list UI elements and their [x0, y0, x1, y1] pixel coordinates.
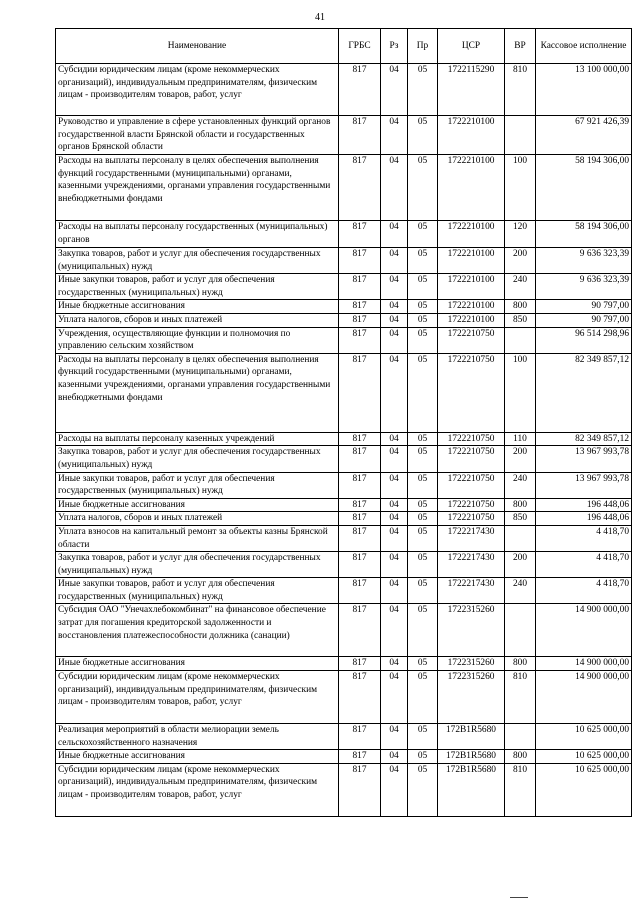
header-name: Наименование — [56, 29, 339, 64]
cell-name: Иные бюджетные ассигнования — [56, 750, 339, 764]
cell-rz: 04 — [381, 750, 408, 764]
cell-vr: 110 — [505, 432, 536, 446]
cell-rz: 04 — [381, 274, 408, 300]
cell-csr: 1722217430 — [438, 578, 505, 604]
table-row — [56, 604, 632, 657]
cell-grbs: 817 — [339, 472, 381, 498]
cell-amount: 96 514 298,96 — [536, 327, 632, 353]
cell-grbs: 817 — [339, 221, 381, 248]
cell-amount: 13 967 993,78 — [536, 472, 632, 498]
cell-pr: 05 — [408, 313, 438, 327]
table-row — [56, 327, 632, 353]
cell-vr: 810 — [505, 671, 536, 724]
cell-pr: 05 — [408, 248, 438, 274]
cell-grbs: 817 — [339, 116, 381, 155]
cell-rz: 04 — [381, 671, 408, 724]
cell-rz: 04 — [381, 313, 408, 327]
cell-csr: 1722315260 — [438, 604, 505, 657]
cell-name: Уплата налогов, сборов и иных платежей — [56, 512, 339, 526]
cell-rz: 04 — [381, 604, 408, 657]
cell-vr: 100 — [505, 155, 536, 221]
cell-csr: 172B1R5680 — [438, 763, 505, 816]
table-row — [56, 446, 632, 472]
cell-vr: 240 — [505, 274, 536, 300]
cell-amount: 4 418,70 — [536, 552, 632, 578]
cell-amount: 14 900 000,00 — [536, 671, 632, 724]
cell-pr: 05 — [408, 116, 438, 155]
header-amount: Кассовое исполнение — [536, 29, 632, 64]
cell-vr: 800 — [505, 498, 536, 512]
cell-name: Иные закупки товаров, работ и услуг для обеспечения государственных (муниципальных) нужд — [56, 578, 339, 604]
table-row — [56, 353, 632, 432]
cell-name: Закупка товаров, работ и услуг для обеспечения государственных (муниципальных) нужд — [56, 552, 339, 578]
cell-name: Иные бюджетные ассигнования — [56, 657, 339, 671]
cell-amount: 67 921 426,39 — [536, 116, 632, 155]
cell-grbs: 817 — [339, 248, 381, 274]
cell-amount: 196 448,06 — [536, 498, 632, 512]
header-csr: ЦСР — [438, 29, 505, 64]
header-grbs: ГРБС — [339, 29, 381, 64]
table-row — [56, 300, 632, 314]
cell-grbs: 817 — [339, 353, 381, 432]
cell-grbs: 817 — [339, 671, 381, 724]
cell-rz: 04 — [381, 248, 408, 274]
cell-csr: 1722210750 — [438, 498, 505, 512]
cell-grbs: 817 — [339, 578, 381, 604]
cell-csr: 1722210100 — [438, 155, 505, 221]
cell-name: Расходы на выплаты персоналу государственных (муниципальных) органов — [56, 221, 339, 248]
cell-amount: 4 418,70 — [536, 525, 632, 551]
cell-csr: 1722217430 — [438, 525, 505, 551]
cell-name: Субсидии юридическим лицам (кроме некоммерческих организаций), индивидуальным предпринимателям, физическим лицам - производителям товаров, работ, услуг — [56, 64, 339, 116]
table-header-row — [56, 29, 632, 64]
cell-name: Закупка товаров, работ и услуг для обеспечения государственных (муниципальных) нужд — [56, 446, 339, 472]
cell-csr: 1722210750 — [438, 472, 505, 498]
cell-csr: 1722115290 — [438, 64, 505, 116]
cell-amount: 14 900 000,00 — [536, 657, 632, 671]
cell-pr: 05 — [408, 498, 438, 512]
cell-pr: 05 — [408, 300, 438, 314]
cell-csr: 1722210100 — [438, 248, 505, 274]
cell-vr — [505, 724, 536, 750]
page-number: 41 — [315, 12, 325, 23]
cell-grbs: 817 — [339, 432, 381, 446]
cell-vr: 810 — [505, 763, 536, 816]
table-row — [56, 248, 632, 274]
cell-pr: 05 — [408, 578, 438, 604]
cell-rz: 04 — [381, 432, 408, 446]
cell-csr: 1722210100 — [438, 300, 505, 314]
cell-name: Руководство и управление в сфере установленных функций органов государственной власти Брянской области и государственных органов Брянской области — [56, 116, 339, 155]
cell-pr: 05 — [408, 221, 438, 248]
cell-csr: 1722210750 — [438, 512, 505, 526]
cell-grbs: 817 — [339, 552, 381, 578]
cell-rz: 04 — [381, 300, 408, 314]
budget-table — [55, 28, 632, 817]
cell-rz: 04 — [381, 116, 408, 155]
cell-amount: 9 636 323,39 — [536, 248, 632, 274]
cell-vr: 120 — [505, 221, 536, 248]
cell-csr: 1722315260 — [438, 671, 505, 724]
table-row — [56, 221, 632, 248]
cell-grbs: 817 — [339, 512, 381, 526]
table-row — [56, 274, 632, 300]
cell-pr: 05 — [408, 763, 438, 816]
cell-csr: 1722210750 — [438, 432, 505, 446]
cell-vr: 100 — [505, 353, 536, 432]
cell-vr — [505, 327, 536, 353]
cell-csr: 1722210100 — [438, 313, 505, 327]
cell-grbs: 817 — [339, 763, 381, 816]
cell-rz: 04 — [381, 446, 408, 472]
table-row — [56, 155, 632, 221]
table-row — [56, 763, 632, 816]
cell-pr: 05 — [408, 724, 438, 750]
cell-grbs: 817 — [339, 64, 381, 116]
cell-name: Иные бюджетные ассигнования — [56, 498, 339, 512]
cell-grbs: 817 — [339, 604, 381, 657]
cell-vr — [505, 604, 536, 657]
cell-csr: 172B1R5680 — [438, 750, 505, 764]
cell-pr: 05 — [408, 750, 438, 764]
table-row — [56, 578, 632, 604]
table-row — [56, 724, 632, 750]
cell-grbs: 817 — [339, 750, 381, 764]
header-vr: ВР — [505, 29, 536, 64]
cell-csr: 1722315260 — [438, 657, 505, 671]
cell-csr: 1722217430 — [438, 552, 505, 578]
cell-pr: 05 — [408, 432, 438, 446]
cell-amount: 90 797,00 — [536, 313, 632, 327]
table-row — [56, 525, 632, 551]
cell-name: Субсидия ОАО "Унечахлебокомбинат" на финансовое обеспечение затрат для погашения кредиторской задолженности и восстановления платежеспособности должника (санации) — [56, 604, 339, 657]
header-rz: Рз — [381, 29, 408, 64]
cell-grbs: 817 — [339, 498, 381, 512]
cell-name: Иные бюджетные ассигнования — [56, 300, 339, 314]
cell-rz: 04 — [381, 221, 408, 248]
cell-rz: 04 — [381, 155, 408, 221]
cell-amount: 90 797,00 — [536, 300, 632, 314]
cell-pr: 05 — [408, 552, 438, 578]
cell-grbs: 817 — [339, 313, 381, 327]
cell-amount: 13 100 000,00 — [536, 64, 632, 116]
table-row — [56, 313, 632, 327]
cell-amount: 10 625 000,00 — [536, 763, 632, 816]
cell-grbs: 817 — [339, 300, 381, 314]
cell-vr: 200 — [505, 446, 536, 472]
cell-name: Иные закупки товаров, работ и услуг для обеспечения государственных (муниципальных) нужд — [56, 472, 339, 498]
table-row — [56, 116, 632, 155]
cell-rz: 04 — [381, 353, 408, 432]
scan-mark — [510, 897, 528, 898]
cell-pr: 05 — [408, 155, 438, 221]
table-row — [56, 472, 632, 498]
cell-csr: 1722210750 — [438, 327, 505, 353]
cell-grbs: 817 — [339, 155, 381, 221]
cell-amount: 9 636 323,39 — [536, 274, 632, 300]
cell-rz: 04 — [381, 327, 408, 353]
cell-pr: 05 — [408, 327, 438, 353]
cell-rz: 04 — [381, 578, 408, 604]
cell-rz: 04 — [381, 724, 408, 750]
table-row — [56, 750, 632, 764]
cell-rz: 04 — [381, 657, 408, 671]
table-row — [56, 552, 632, 578]
cell-pr: 05 — [408, 512, 438, 526]
cell-rz: 04 — [381, 472, 408, 498]
cell-grbs: 817 — [339, 274, 381, 300]
cell-csr: 1722210100 — [438, 221, 505, 248]
cell-vr: 800 — [505, 750, 536, 764]
table-row — [56, 671, 632, 724]
cell-pr: 05 — [408, 274, 438, 300]
cell-name: Иные закупки товаров, работ и услуг для обеспечения государственных (муниципальных) нужд — [56, 274, 339, 300]
cell-grbs: 817 — [339, 657, 381, 671]
cell-pr: 05 — [408, 64, 438, 116]
cell-vr: 810 — [505, 64, 536, 116]
cell-grbs: 817 — [339, 724, 381, 750]
cell-amount: 13 967 993,78 — [536, 446, 632, 472]
table-row — [56, 512, 632, 526]
cell-name: Расходы на выплаты персоналу в целях обеспечения выполнения функций государственными (муниципальными) органами, казенными учреждениями, органами управления государственными внебюджетными фондами — [56, 155, 339, 221]
cell-vr: 800 — [505, 300, 536, 314]
cell-name: Реализация мероприятий в области мелиорации земель сельскохозяйственного назначения — [56, 724, 339, 750]
cell-amount: 58 194 306,00 — [536, 221, 632, 248]
table-row — [56, 432, 632, 446]
cell-pr: 05 — [408, 353, 438, 432]
cell-rz: 04 — [381, 552, 408, 578]
cell-vr: 850 — [505, 313, 536, 327]
cell-pr: 05 — [408, 472, 438, 498]
table-row — [56, 64, 632, 116]
cell-name: Расходы на выплаты персоналу казенных учреждений — [56, 432, 339, 446]
cell-amount: 10 625 000,00 — [536, 724, 632, 750]
cell-vr — [505, 116, 536, 155]
cell-vr — [505, 525, 536, 551]
cell-amount: 14 900 000,00 — [536, 604, 632, 657]
cell-name: Уплата налогов, сборов и иных платежей — [56, 313, 339, 327]
cell-rz: 04 — [381, 64, 408, 116]
cell-rz: 04 — [381, 763, 408, 816]
cell-vr: 800 — [505, 657, 536, 671]
cell-vr: 850 — [505, 512, 536, 526]
cell-csr: 1722210750 — [438, 353, 505, 432]
cell-amount: 82 349 857,12 — [536, 432, 632, 446]
cell-amount: 4 418,70 — [536, 578, 632, 604]
table-row — [56, 657, 632, 671]
table-row — [56, 498, 632, 512]
cell-vr: 240 — [505, 472, 536, 498]
cell-rz: 04 — [381, 512, 408, 526]
cell-grbs: 817 — [339, 525, 381, 551]
cell-pr: 05 — [408, 657, 438, 671]
cell-amount: 10 625 000,00 — [536, 750, 632, 764]
cell-pr: 05 — [408, 446, 438, 472]
cell-amount: 196 448,06 — [536, 512, 632, 526]
cell-amount: 58 194 306,00 — [536, 155, 632, 221]
cell-name: Расходы на выплаты персоналу в целях обеспечения выполнения функций государственными (муниципальными) органами, казенными учреждениями, органами управления государственными внебюджетными фондами — [56, 353, 339, 432]
cell-name: Учреждения, осуществляющие функции и полномочия по управлению сельским хозяйством — [56, 327, 339, 353]
cell-grbs: 817 — [339, 327, 381, 353]
header-pr: Пр — [408, 29, 438, 64]
cell-rz: 04 — [381, 498, 408, 512]
cell-name: Субсидии юридическим лицам (кроме некоммерческих организаций), индивидуальным предпринимателям, физическим лицам - производителям товаров, работ, услуг — [56, 763, 339, 816]
cell-csr: 172B1R5680 — [438, 724, 505, 750]
cell-pr: 05 — [408, 525, 438, 551]
cell-vr: 240 — [505, 578, 536, 604]
cell-name: Субсидии юридическим лицам (кроме некоммерческих организаций), индивидуальным предпринимателям, физическим лицам - производителям товаров, работ, услуг — [56, 671, 339, 724]
cell-csr: 1722210100 — [438, 116, 505, 155]
cell-csr: 1722210100 — [438, 274, 505, 300]
cell-vr: 200 — [505, 552, 536, 578]
cell-vr: 200 — [505, 248, 536, 274]
cell-rz: 04 — [381, 525, 408, 551]
cell-csr: 1722210750 — [438, 446, 505, 472]
cell-grbs: 817 — [339, 446, 381, 472]
cell-amount: 82 349 857,12 — [536, 353, 632, 432]
cell-name: Закупка товаров, работ и услуг для обеспечения государственных (муниципальных) нужд — [56, 248, 339, 274]
cell-pr: 05 — [408, 604, 438, 657]
cell-pr: 05 — [408, 671, 438, 724]
cell-name: Уплата взносов на капитальный ремонт за объекты казны Брянской области — [56, 525, 339, 551]
